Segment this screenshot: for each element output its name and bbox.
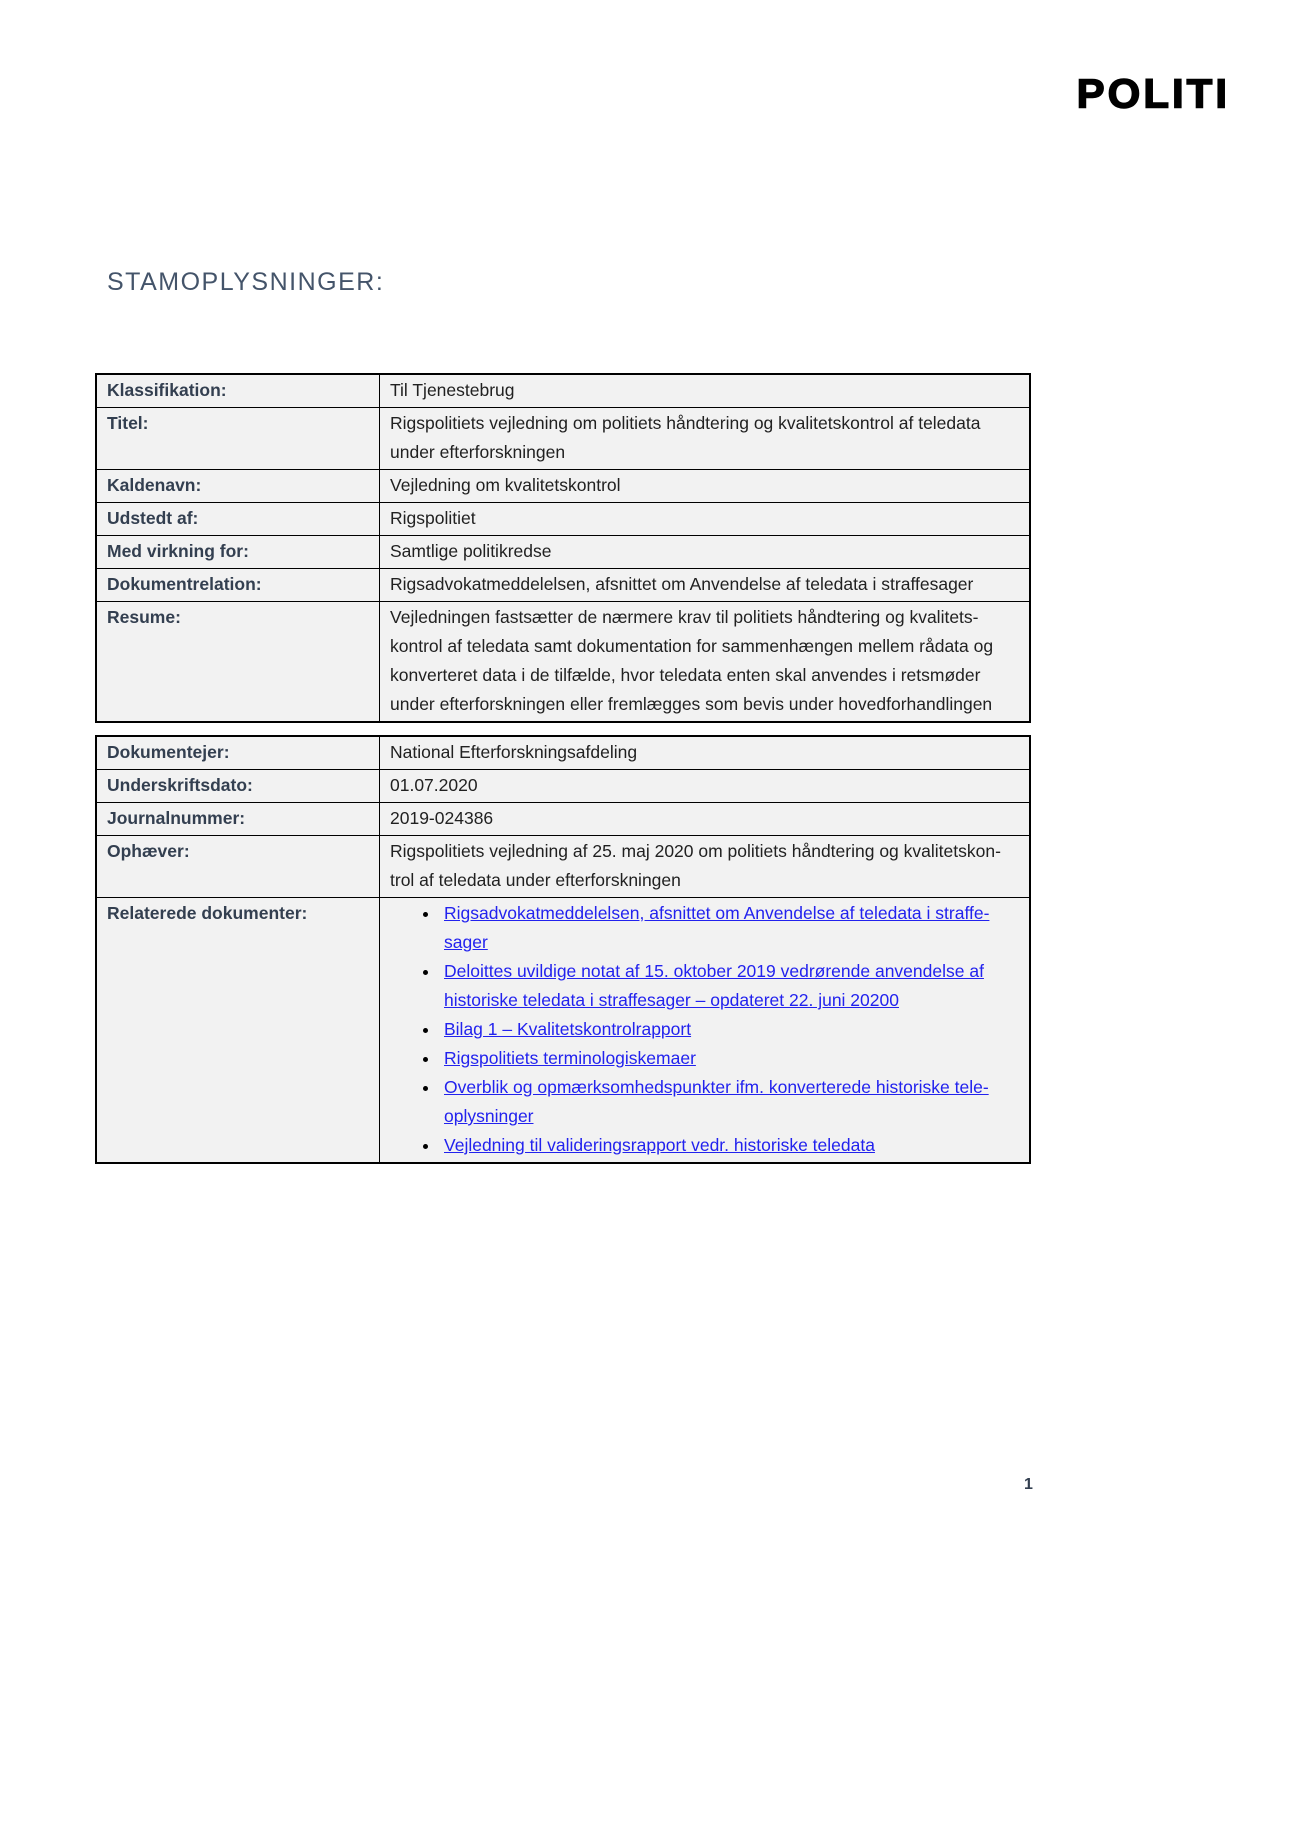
related-document-link[interactable]: Rigsadvokatmeddelelsen, afsnittet om Anvendelse af teledata i straffe-sager [444,903,990,952]
politi-logo: POLITI [1076,70,1230,117]
table-row [96,408,1030,470]
related-document-link[interactable]: Vejledning til valideringsrapport vedr. historiske teledata [444,1135,875,1155]
field-value: Rigsadvokatmeddelelsen, afsnittet om Anvendelse af teledata i straffesager [380,569,1031,602]
field-value: Rigspolitiets vejledning om politiets håndtering og kvalitetskontrol af teledata under efterforskningen [380,408,1031,470]
table-row [96,803,1030,836]
field-label: Journalnummer: [96,803,380,836]
field-label: Titel: [96,408,380,470]
table-row [96,374,1030,408]
field-label: Ophæver: [96,836,380,898]
field-label: Dokumentejer: [96,736,380,770]
document-meta-table [95,735,1031,1164]
field-label: Relaterede dokumenter: [96,898,380,1164]
field-label: Klassifikation: [96,374,380,408]
related-documents-list [390,899,1019,1160]
field-value: Til Tjenestebrug [380,374,1031,408]
table-row [96,470,1030,503]
table-row [96,770,1030,803]
table-row [96,602,1030,723]
list-item [440,957,1019,1015]
document-info-table [95,373,1031,723]
field-label: Dokumentrelation: [96,569,380,602]
field-label: Underskriftsdato: [96,770,380,803]
related-document-link[interactable]: Bilag 1 – Kvalitetskontrolrapport [444,1019,692,1039]
list-item [440,899,1019,957]
field-label: Kaldenavn: [96,470,380,503]
related-document-link[interactable]: Deloittes uvildige notat af 15. oktober 2019 vedrørende anvendelse af historiske teledata i straffesager – opdateret 22. juni 20200 [444,961,984,1010]
list-item [440,1073,1019,1131]
table-row [96,536,1030,569]
related-document-link[interactable]: Rigspolitiets terminologiskemaer [444,1048,696,1068]
field-value: National Efterforskningsafdeling [380,736,1031,770]
field-value: Vejledning om kvalitetskontrol [380,470,1031,503]
table-row [96,503,1030,536]
field-label: Med virkning for: [96,536,380,569]
page-number: 1 [1024,1476,1033,1493]
field-value: Rigspolitiet [380,503,1031,536]
field-value: 01.07.2020 [380,770,1031,803]
field-value: 2019-024386 [380,803,1031,836]
table-row [96,898,1030,1164]
table-row [96,569,1030,602]
field-value: Samtlige politikredse [380,536,1031,569]
list-item [440,1131,1019,1160]
related-document-link[interactable]: Overblik og opmærksomhedspunkter ifm. konverterede historiske tele-oplysninger [444,1077,989,1126]
list-item [440,1044,1019,1073]
field-value: Vejledningen fastsætter de nærmere krav til politiets håndtering og kvalitets-kontrol af teledata samt dokumentation for sammenhængen mellem rådata og konverteret data i de tilfælde, hvor teledata enten skal anvendes i retsmøder under efterforskningen eller fremlægges som bevis under hovedforhandlingen [380,602,1031,723]
related-documents-cell [380,898,1031,1164]
stamoplysninger-heading: STAMOPLYSNINGER: [107,268,385,296]
table-row [96,836,1030,898]
table-row [96,736,1030,770]
field-label: Resume: [96,602,380,723]
list-item [440,1015,1019,1044]
field-label: Udstedt af: [96,503,380,536]
field-value: Rigspolitiets vejledning af 25. maj 2020 om politiets håndtering og kvalitetskon-trol af teledata under efterforskningen [380,836,1031,898]
